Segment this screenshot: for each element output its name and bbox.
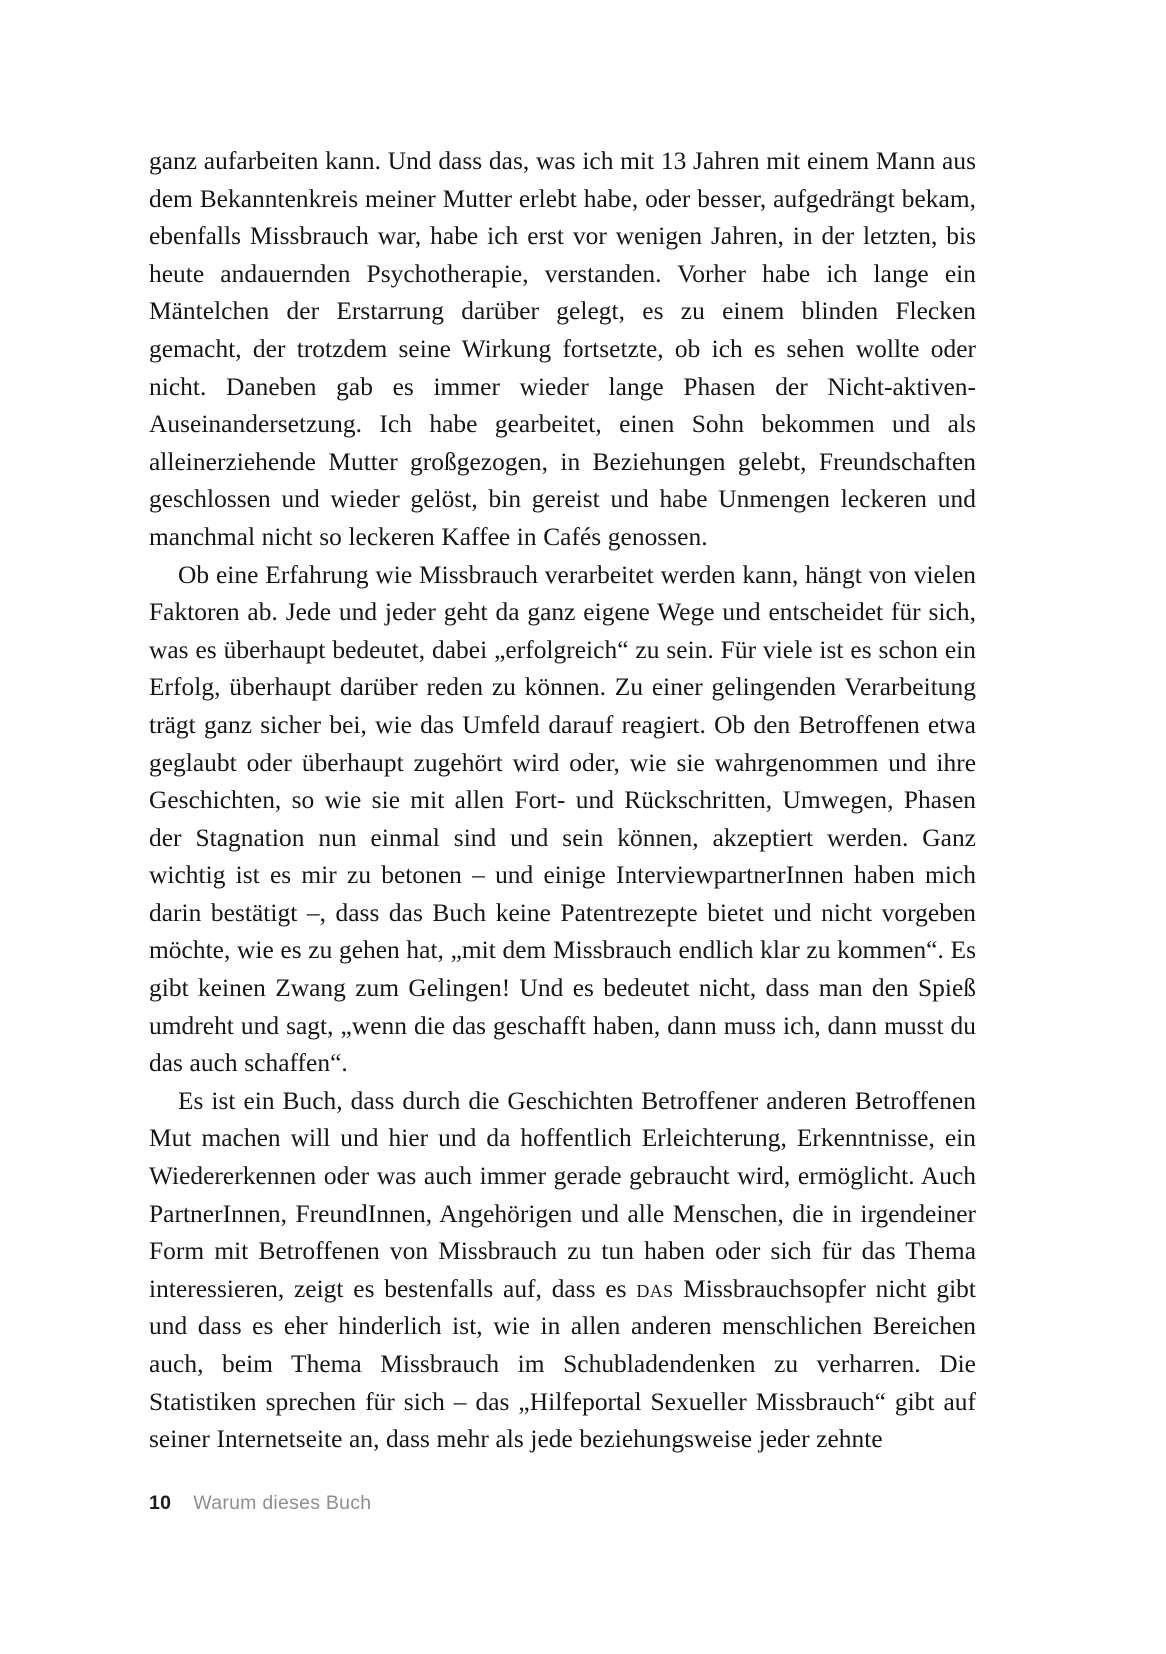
folio-number: 10	[149, 1492, 172, 1514]
page-footer	[149, 1492, 371, 1515]
paragraph-1-text: ganz aufarbeiten kann. Und dass das, was ich mit 13 Jahren mit einem Mann aus dem Bekanntenkreis meiner Mutter erlebt habe, oder besser, aufgedrängt bekam, ebenfalls Missbrauch war, habe ich erst vor wenigen Jahren, in der letzten, bis heute andauernden Psychotherapie, verstanden. Vorher habe ich lange ein Mäntelchen der Erstarrung darüber gelegt, es zu einem blinden Flecken gemacht, der trotzdem seine Wirkung fortsetzte, ob ich es sehen wollte oder nicht. Daneben gab es immer wieder lange Phasen der Nicht-aktiven-Auseinandersetzung. Ich habe gearbeitet, einen Sohn bekommen und als alleinerziehende Mutter großgezogen, in Beziehungen gelebt, Freundschaften geschlossen und wieder gelöst, bin gereist und habe Unmengen leckeren und manchmal nicht so leckeren Kaffee in Cafés genossen.	[149, 147, 976, 551]
paragraph-3-smallcaps-emphasis: das	[636, 1274, 674, 1303]
paragraph-1	[149, 143, 976, 557]
running-head: Warum dieses Buch	[193, 1492, 372, 1514]
paragraph-2	[149, 557, 976, 1083]
paragraph-3	[149, 1083, 976, 1459]
paragraph-2-text: Ob eine Erfahrung wie Missbrauch verarbeitet werden kann, hängt von vielen Faktoren ab. Jede und jeder geht da ganz eigene Wege und entscheidet für sich, was es überhaupt bedeutet, dabei „erfolgreich“ zu sein. Für viele ist es schon ein Erfolg, überhaupt darüber reden zu können. Zu einer gelingenden Verarbeitung trägt ganz sicher bei, wie das Umfeld darauf reagiert. Ob den Betroffenen etwa geglaubt oder überhaupt zugehört wird oder, wie sie wahrgenommen und ihre Geschichten, so wie sie mit allen Fort- und Rückschritten, Umwegen, Phasen der Stagnation nun einmal sind und sein können, akzeptiert werden. Ganz wichtig ist es mir zu betonen – und einige InterviewpartnerInnen haben mich darin bestätigt –, dass das Buch keine Patentrezepte bietet und nicht vorgeben möchte, wie es zu gehen hat, „mit dem Missbrauch endlich klar zu kommen“. Es gibt keinen Zwang zum Gelingen! Und es bedeutet nicht, dass man den Spieß umdreht und sagt, „wenn die das geschafft haben, dann muss ich, dann musst du das auch schaffen“.	[149, 560, 976, 1078]
body-text-column	[149, 143, 976, 1459]
paragraph-3-text-tail: Missbrauchsopfer nicht gibt und dass es eher hinderlich ist, wie in allen anderen menschlichen Bereichen auch, beim Thema Missbrauch im Schubladendenken zu verharren. Die Statistiken sprechen für sich – das „Hilfeportal Sexueller Missbrauch“ gibt auf seiner Internetseite an, dass mehr als jede beziehungsweise jeder zehnte	[149, 1274, 976, 1454]
paragraph-3-text-lead: Es ist ein Buch, dass durch die Geschichten Betroffener anderen Betroffenen Mut machen will und hier und da hoffentlich Erleichterung, Erkenntnisse, ein Wiedererkennen oder was auch immer gerade gebraucht wird, ermöglicht. Auch PartnerInnen, FreundInnen, Angehörigen und alle Menschen, die in irgendeiner Form mit Betroffenen von Missbrauch zu tun haben oder sich für das Thema interessieren, zeigt es bestenfalls auf, dass es	[149, 1086, 976, 1303]
